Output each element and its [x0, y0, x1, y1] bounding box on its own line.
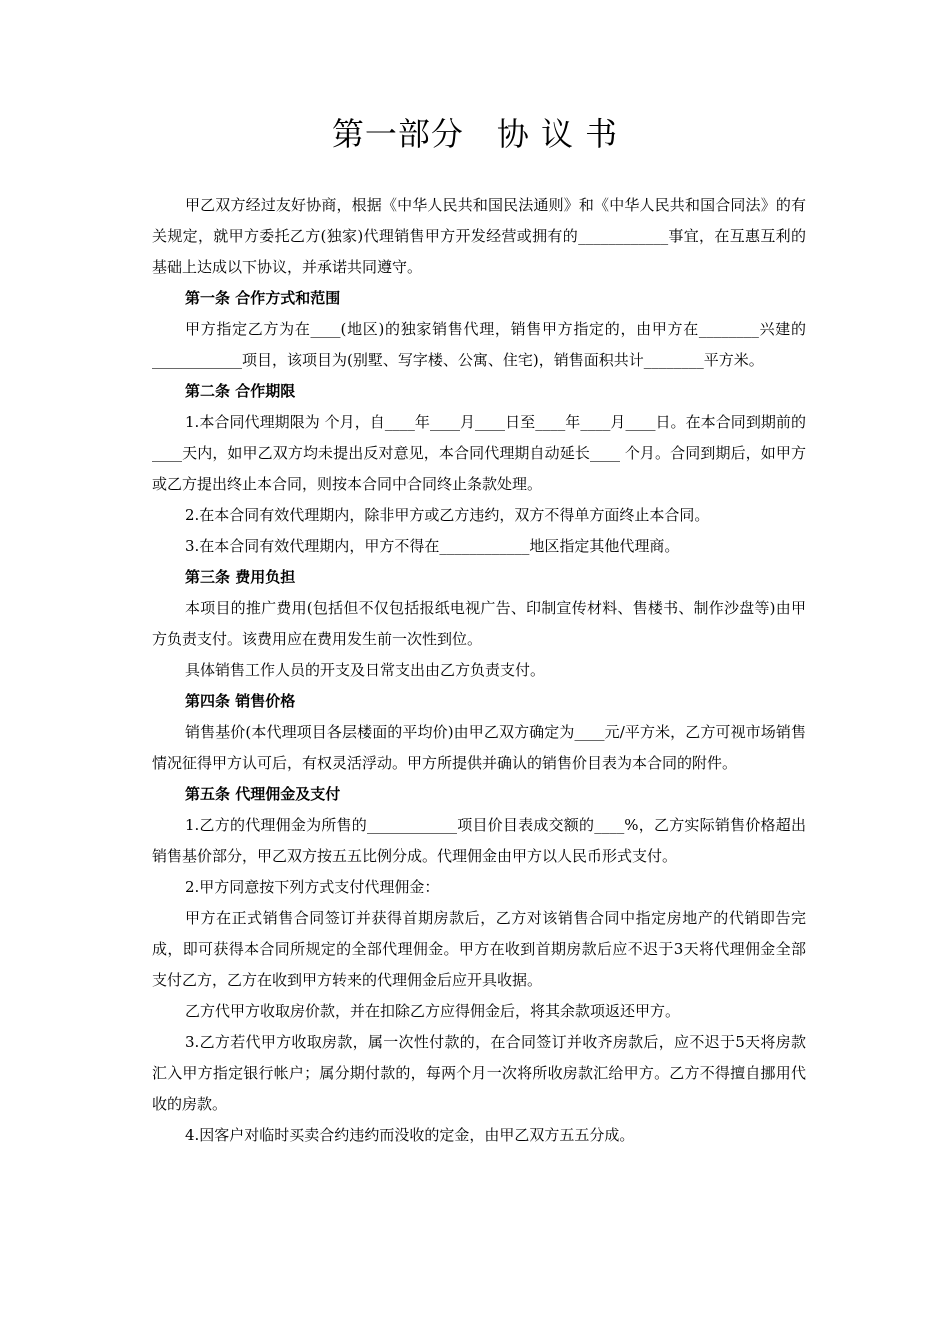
- paragraph: 1.本合同代理期限为 个月，自____年____月____日至____年____月____日。在本合同到期前的____天内，如甲乙双方均未提出反对意见，本合同代理期自动延长____ 个月。合同到期后，如甲方或乙方提出终止本合同，则按本合同中合同终止条款处理。: [152, 413, 806, 493]
- section-heading-3: 第三条 费用负担: [185, 568, 296, 586]
- paragraph: 甲方在正式销售合同签订并获得首期房款后，乙方对该销售合同中指定房地产的代销即告完成，即可获得本合同所规定的全部代理佣金。甲方在收到首期房款后应不迟于3天将代理佣金全部支付乙方，乙方在收到甲方转来的代理佣金后应开具收据。: [152, 909, 806, 989]
- section-heading-5: 第五条 代理佣金及支付: [185, 785, 341, 803]
- paragraph: 具体销售工作人员的开支及日常支出由乙方负责支付。: [185, 661, 546, 679]
- document-body: [152, 190, 806, 1151]
- paragraph: 甲方指定乙方为在____(地区)的独家销售代理，销售甲方指定的，由甲方在________兴建的____________项目，该项目为(别墅、写字楼、公寓、住宅)，销售面积共计________平方米。: [152, 320, 806, 369]
- paragraph: 3.乙方若代甲方收取房款，属一次性付款的，在合同签订并收齐房款后，应不迟于5天将房款汇入甲方指定银行帐户；属分期付款的，每两个月一次将所收房款汇给甲方。乙方不得擅自挪用代收的房款。: [152, 1033, 806, 1113]
- page-title: 第一部分 协 议 书: [331, 115, 619, 153]
- paragraph: 销售基价(本代理项目各层楼面的平均价)由甲乙双方确定为____元/平方米，乙方可视市场销售情况征得甲方认可后，有权灵活浮动。甲方所提供并确认的销售价目表为本合同的附件。: [152, 723, 806, 772]
- paragraph: 3.在本合同有效代理期内，甲方不得在____________地区指定其他代理商。: [185, 537, 680, 555]
- section-heading-1: 第一条 合作方式和范围: [185, 289, 341, 307]
- paragraph-intro: 甲乙双方经过友好协商，根据《中华人民共和国民法通则》和《中华人民共和国合同法》的有关规定，就甲方委托乙方(独家)代理销售甲方开发经营或拥有的____________事宜，在互惠互利的基础上达成以下协议，并承诺共同遵守。: [152, 196, 806, 276]
- paragraph: 2.在本合同有效代理期内，除非甲方或乙方违约，双方不得单方面终止本合同。: [185, 506, 710, 524]
- section-heading-4: 第四条 销售价格: [185, 692, 296, 710]
- paragraph: 1.乙方的代理佣金为所售的____________项目价目表成交额的____%，乙方实际销售价格超出销售基价部分，甲乙双方按五五比例分成。代理佣金由甲方以人民币形式支付。: [152, 816, 806, 865]
- section-heading-2: 第二条 合作期限: [185, 382, 296, 400]
- paragraph: 本项目的推广费用(包括但不仅包括报纸电视广告、印制宣传材料、售楼书、制作沙盘等)由甲方负责支付。该费用应在费用发生前一次性到位。: [152, 599, 806, 648]
- paragraph: 2.甲方同意按下列方式支付代理佣金：: [185, 878, 440, 896]
- paragraph: 乙方代甲方收取房价款，并在扣除乙方应得佣金后，将其余款项返还甲方。: [185, 1002, 681, 1020]
- paragraph: 4.因客户对临时买卖合约违约而没收的定金，由甲乙双方五五分成。: [185, 1126, 635, 1144]
